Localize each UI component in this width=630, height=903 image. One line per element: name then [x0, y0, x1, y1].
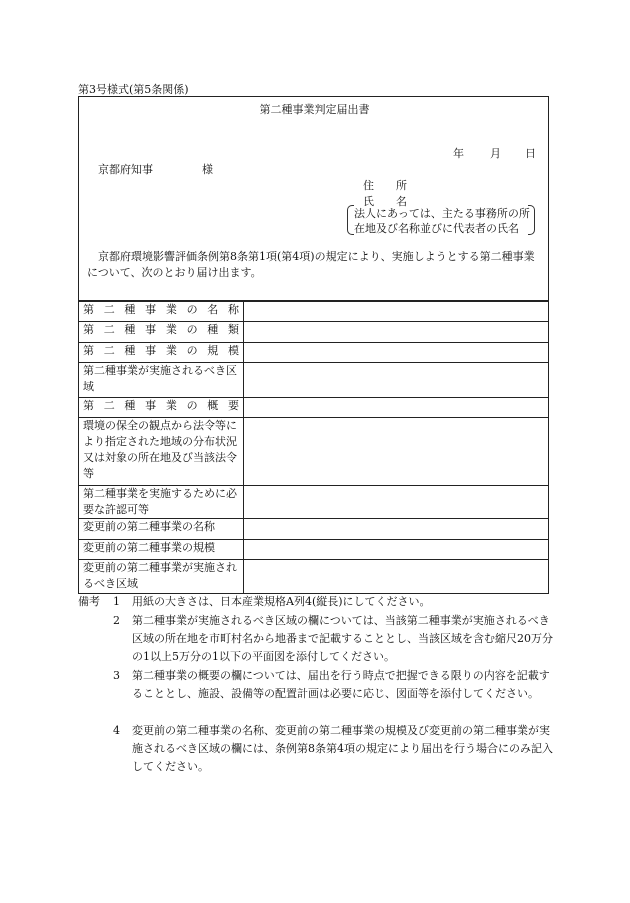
remark-text: 第二種事業が実施されるべき区域の欄については、当該第二種事業が実施されるべき区域の所在地を市町村名から地番まで記載することとし、当該区域を含む縮尺20万分の1以上5万分の1以下の平面図を添付してください。: [132, 614, 553, 664]
remark-text: 第二種事業の概要の欄については、届出を行う時点で把握できる限りの内容を記載することとし、施設、設備等の配置計画は必要に応じ、図面等を添付してください。: [132, 669, 550, 701]
remark-text: 変更前の第二種事業の名称、変更前の第二種事業の規模及び変更前の第二種事業が実施されるべき区域の欄には、条例第8条第4項の規定により届出を行う場合にのみ記入してください。: [132, 724, 553, 774]
form-number: 第3号様式(第5条関係): [78, 83, 189, 96]
corporation-note: [347, 205, 535, 235]
remark-text: 用紙の大きさは、日本産業規格A列4(縦長)にしてください。: [132, 595, 431, 608]
date-day-label: 日: [525, 147, 536, 160]
form-header-box: [78, 96, 549, 301]
field-label-project-area: 第二種事業が実施されるべき区域: [79, 363, 244, 398]
remark-number: 3: [113, 669, 120, 682]
corporation-note-line-2: 在地及び名称並びに代表者の氏名: [354, 222, 519, 235]
table-row: [79, 363, 549, 398]
remark-number: 1: [113, 595, 120, 608]
table-row: [79, 540, 549, 560]
field-value-required-permits[interactable]: [244, 486, 549, 519]
right-bracket: [528, 205, 535, 235]
date-month-label: 月: [490, 147, 501, 160]
field-label-required-permits: 第二種事業を実施するために必要な許認可等: [79, 486, 244, 519]
name-label: 氏 名: [363, 195, 407, 208]
table-row: [79, 322, 549, 343]
field-value-project-type[interactable]: [244, 322, 549, 343]
table-row: [79, 343, 549, 363]
field-label-prior-name: 変更前の第二種事業の名称: [79, 519, 244, 540]
field-label-project-summary: 第二種事業の概要: [79, 398, 244, 418]
table-row: [79, 519, 549, 540]
table-row: [79, 560, 549, 594]
field-value-project-summary[interactable]: [244, 398, 549, 418]
field-label-project-scale: 第二種事業の規模: [79, 343, 244, 363]
field-value-designated-areas[interactable]: [244, 418, 549, 486]
addressee: 京都府知事: [98, 163, 153, 176]
field-value-prior-scale[interactable]: [244, 540, 549, 560]
fields-table: [78, 301, 549, 594]
address-label: 住 所: [363, 179, 407, 192]
corporation-note-line-1: 法人にあっては、主たる事務所の所: [354, 207, 530, 220]
remark-number: 2: [113, 614, 120, 627]
remark-number: 4: [113, 724, 120, 737]
field-label-project-name: 第二種事業の名称: [79, 302, 244, 322]
table-row: [79, 486, 549, 519]
field-label-project-type: 第二種事業の種類: [79, 322, 244, 343]
declaration-text: 京都府環境影響評価条例第8条第1項(第4項)の規定により、実施しようとする第二種事業について、次のとおり届け出ます。: [87, 250, 535, 279]
field-label-designated-areas: 環境の保全の観点から法令等により指定された地域の分布状況又は対象の所在地及び当該法令等: [79, 418, 244, 486]
field-value-prior-area[interactable]: [244, 560, 549, 594]
field-value-project-scale[interactable]: [244, 343, 549, 363]
field-label-prior-area: 変更前の第二種事業が実施されるべき区域: [79, 560, 244, 594]
table-row: [79, 302, 549, 322]
date-year-label: 年: [453, 147, 464, 160]
table-row: [79, 398, 549, 418]
field-value-project-name[interactable]: [244, 302, 549, 322]
field-label-prior-scale: 変更前の第二種事業の規模: [79, 540, 244, 560]
field-value-project-area[interactable]: [244, 363, 549, 398]
document-title: 第二種事業判定届出書: [259, 103, 370, 116]
left-bracket: [347, 205, 354, 235]
addressee-honorific: 様: [202, 163, 213, 176]
remarks-heading: 備考: [78, 595, 100, 608]
table-row: [79, 418, 549, 486]
field-value-prior-name[interactable]: [244, 519, 549, 540]
